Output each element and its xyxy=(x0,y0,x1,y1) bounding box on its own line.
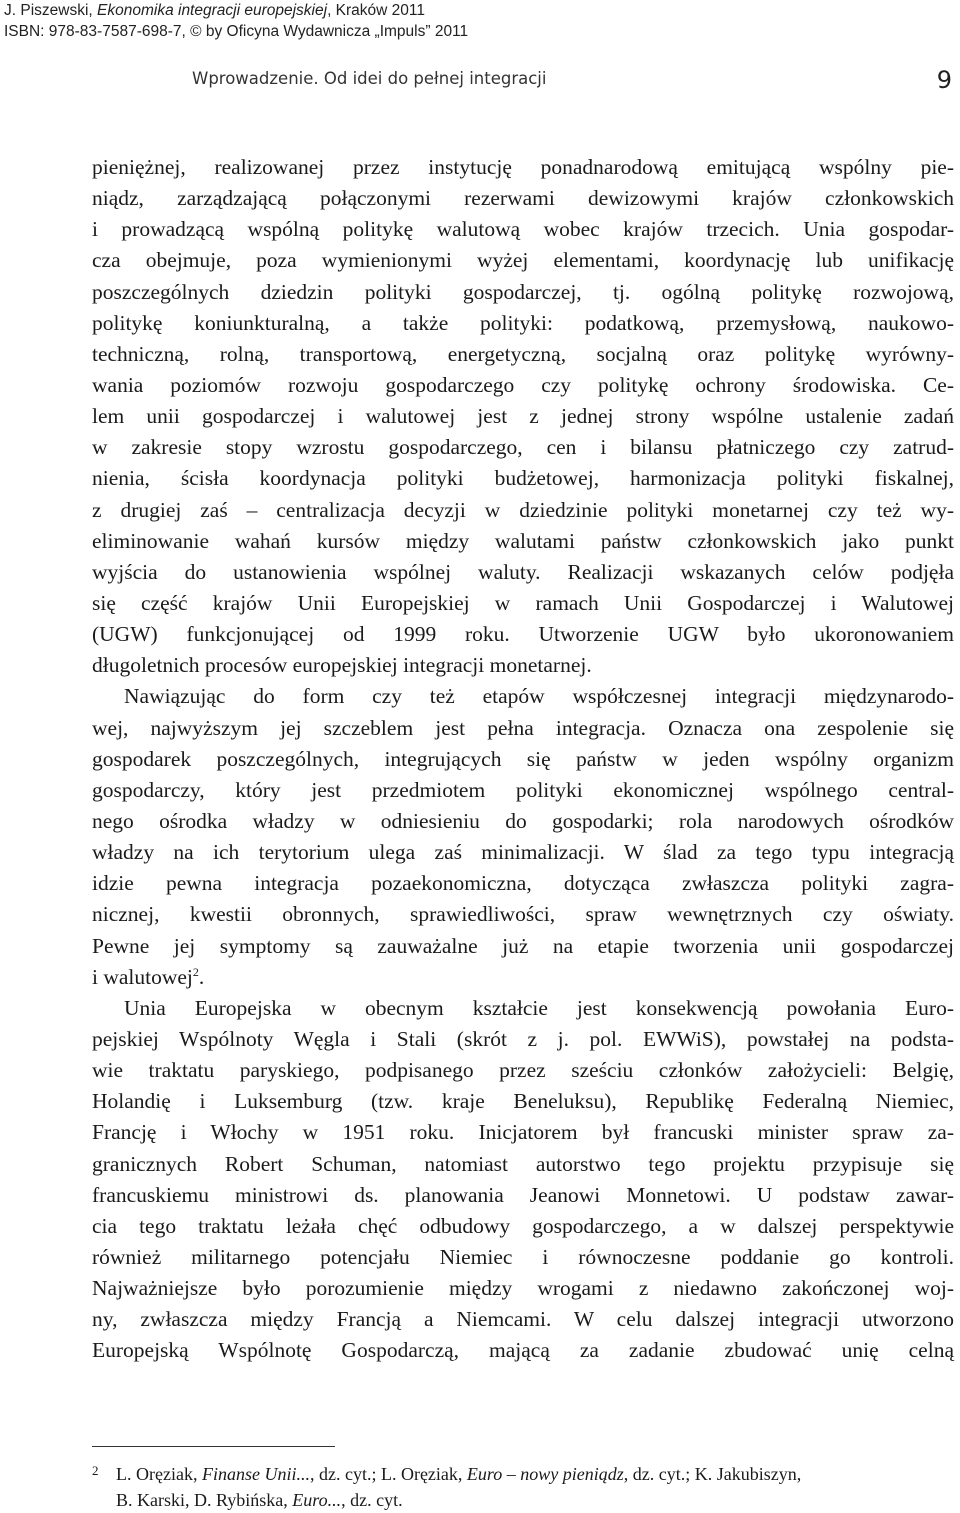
citation-line-1 xyxy=(4,0,468,21)
text-line: Najważniejsze było porozumienie między wrogami z niedawno zakończonej woj- xyxy=(92,1276,954,1301)
text-line: Nawiązując do form czy też etapów współczesnej integracji międzynarodo- xyxy=(124,684,954,709)
text-line: nego ośrodka władzy w odniesieniu do gospodarki; rola narodowych ośrodków xyxy=(92,808,954,833)
text-line: wyjścia do ustanowienia wspólnej waluty. Realizacji wskazanych celów podjęła xyxy=(92,559,954,584)
text-line: Pewne jej symptomy są zauważalne już na etapie tworzenia unii gospodarczej xyxy=(92,933,954,958)
citation-author: J. Piszewski, xyxy=(4,2,98,19)
text-line: ny, zwłaszcza między Francją a Niemcami. W celu dalszej integracji utworzono xyxy=(92,1307,954,1332)
paragraph-1 xyxy=(92,152,954,681)
citation-isbn: ISBN: 978-83-7587-698-7, © by Oficyna Wydawnicza „Impuls” 2011 xyxy=(4,23,469,40)
text-line: cia tego traktatu leżała chęć odbudowy gospodarczego, a w dalszej perspektywie xyxy=(92,1213,954,1238)
footnote xyxy=(92,1458,954,1513)
fn-text: , dz. cyt.; L. Oręziak, xyxy=(309,1464,467,1484)
text-line: nienia, ścisła koordynacja polityki budżetowej, harmonizacja polityki fiskalnej, xyxy=(92,466,954,491)
text-line: w zakresie stopy wzrostu gospodarczego, cen i bilansu płatniczego czy zatrud- xyxy=(92,435,954,460)
body-text xyxy=(92,152,954,1366)
footnote-line-2 xyxy=(92,1487,954,1513)
text-line: wie traktatu paryskiego, podpisanego przez sześciu członków założycieli: Belgię, xyxy=(92,1058,954,1083)
text-line: (UGW) funkcjonującej od 1999 roku. Utworzenie UGW było ukoronowaniem xyxy=(92,622,954,647)
footnote-divider xyxy=(92,1446,335,1447)
text-line: wej, najwyższym jej szczeblem jest pełna integracja. Oznacza ona zespolenie się xyxy=(92,715,954,740)
text-line: wania poziomów rozwoju gospodarczego czy politykę ochrony środowiska. Ce- xyxy=(92,372,954,397)
text-line: Europejską Wspólnotę Gospodarczą, mającą za zadanie zbudować unię celną xyxy=(92,1338,954,1363)
text-line: Francję i Włochy w 1951 roku. Inicjatorem był francuski minister spraw za- xyxy=(92,1120,954,1145)
paragraph-3 xyxy=(92,993,954,1367)
citation-place-year: , Kraków 2011 xyxy=(327,2,425,19)
text-line: się część krajów Unii Europejskiej w ramach Unii Gospodarczej i Walutowej xyxy=(92,590,954,615)
paragraph-2 xyxy=(92,681,954,992)
text-line: francuskiemu ministrowi ds. planowania Jeanowi Monnetowi. U podstaw zawar- xyxy=(92,1182,954,1207)
citation-header xyxy=(4,0,468,42)
text-line: techniczną, rolną, transportową, energetyczną, socjalną oraz politykę wyrówny- xyxy=(92,341,954,366)
fn-text: , dz. cyt. xyxy=(341,1490,403,1510)
footnote-mark: 2 xyxy=(92,1463,99,1478)
text-line: idzie pewna integracja pozaekonomiczna, dotycząca zwłaszcza polityki zagra- xyxy=(92,871,954,896)
text-line xyxy=(92,962,954,993)
text-line: długoletnich procesów europejskiej integracji monetarnej. xyxy=(92,653,592,678)
text-line: i prowadzącą wspólną politykę walutową wobec krajów trzecich. Unia gospodar- xyxy=(92,217,954,242)
text-line: gospodarek poszczególnych, integrujących się państw w jeden wspólny organizm xyxy=(92,746,954,771)
text-line: niądz, zarządzającą połączonymi rezerwami dewizowymi krajów członkowskich xyxy=(92,186,954,211)
fn-title: Euro – nowy pieniądz xyxy=(466,1464,624,1484)
footnote-ref[interactable]: 2 xyxy=(192,964,199,979)
text-line: Holandię i Luksemburg (tzw. kraje Beneluksu), Republikę Federalną Niemiec, xyxy=(92,1089,954,1114)
fn-text: B. Karski, D. Rybińska, xyxy=(116,1490,293,1510)
text-line: nicznej, kwestii obronnych, sprawiedliwości, spraw wewnętrznych czy oświaty. xyxy=(92,902,954,927)
text-line: lem unii gospodarczej i walutowej jest z jednej strony wspólne ustalenie zadań xyxy=(92,404,954,429)
fn-title: Euro... xyxy=(292,1490,342,1510)
citation-title: Ekonomika integracji europejskiej xyxy=(97,2,328,19)
text-line: granicznych Robert Schuman, natomiast autorstwo tego projektu przypisuje się xyxy=(92,1151,954,1176)
text-line: cza obejmuje, poza wymienionymi wyżej elementami, koordynację lub unifikację xyxy=(92,248,954,273)
fn-text: , dz. cyt.; K. Jakubiszyn, xyxy=(623,1464,802,1484)
text-line: pejskiej Wspólnoty Węgla i Stali (skrót z j. pol. EWWiS), powstałej na podsta- xyxy=(92,1026,954,1051)
footnote-line-1 xyxy=(92,1458,954,1487)
text-line: pieniężnej, realizowanej przez instytucję ponadnarodową emitującą wspólny pie- xyxy=(92,155,954,179)
fn-title: Finanse Unii... xyxy=(201,1464,310,1484)
page-number: 9 xyxy=(936,66,952,94)
text-line: władzy na ich terytorium ulega zaś minimalizacji. W ślad za tego typu integracją xyxy=(92,840,954,865)
text-fragment: i walutowej xyxy=(92,964,193,989)
text-line: gospodarczy, który jest przedmiotem polityki ekonomicznej wspólnego central- xyxy=(92,777,954,802)
text-line: również militarnego potencjału Niemiec i równoczesne poddanie go kontroli. xyxy=(92,1244,954,1269)
text-fragment: . xyxy=(198,964,205,989)
text-line: Unia Europejska w obecnym kształcie jest konsekwencją powołania Euro- xyxy=(124,995,954,1020)
fn-text: L. Oręziak, xyxy=(116,1464,202,1484)
text-line: eliminowanie wahań kursów między walutami państw członkowskich jako punkt xyxy=(92,528,954,553)
text-line: poszczególnych dziedzin polityki gospodarczej, tj. ogólną politykę rozwojową, xyxy=(92,279,954,304)
text-line: z drugiej zaś – centralizacja decyzji w dziedzinie polityki monetarnej czy też wy- xyxy=(92,497,954,522)
running-head: Wprowadzenie. Od idei do pełnej integracji xyxy=(192,69,547,88)
text-line: politykę koniunkturalną, a także polityki: podatkową, przemysłową, naukowo- xyxy=(92,310,954,335)
